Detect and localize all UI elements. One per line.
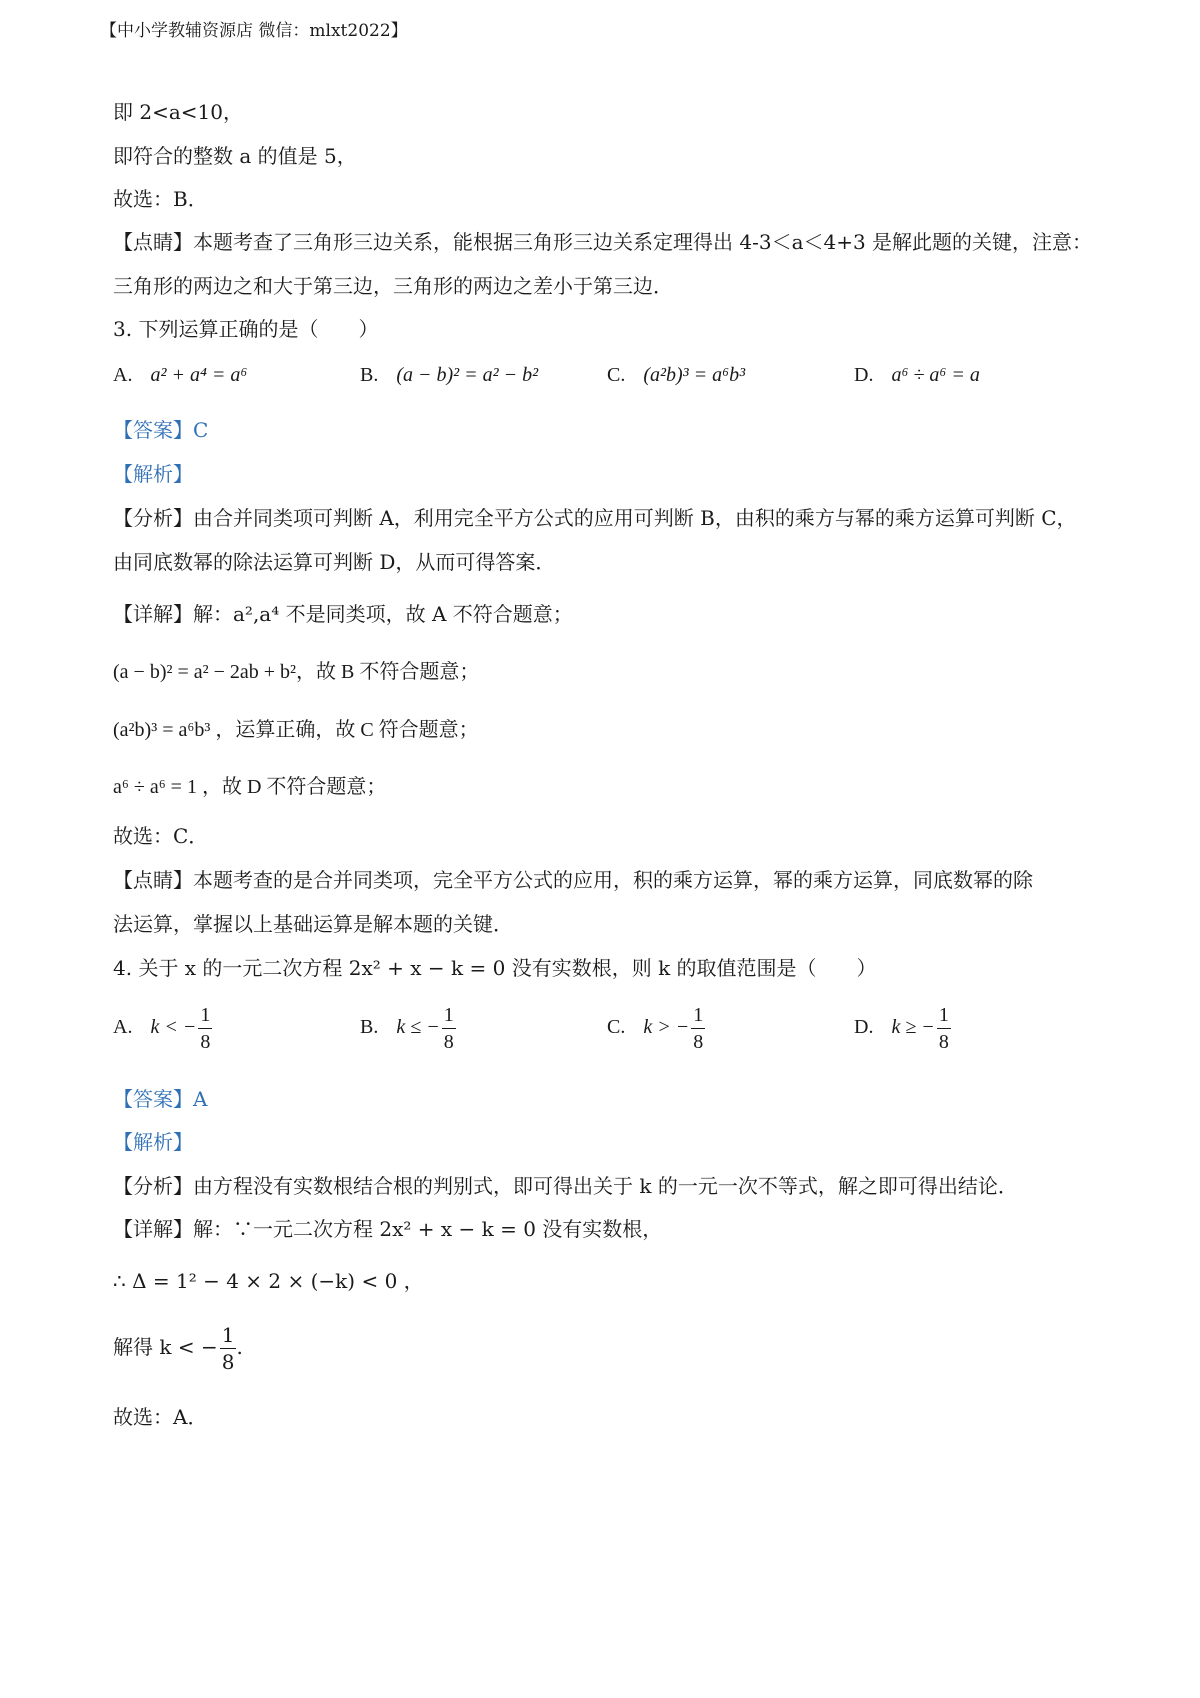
text-line: 即符合的整数 a 的值是 5， bbox=[113, 144, 357, 168]
fenxi-3-line: 由同底数幂的除法运算可判断 D，从而可得答案． bbox=[113, 550, 556, 574]
dianjing-3-line: 【点睛】本题考查的是合并同类项，完全平方公式的应用，积的乘方运算，幂的乘方运算，同底数幂的除 bbox=[113, 868, 1033, 892]
dianjing-line: 【点睛】本题考查了三角形三边关系，能根据三角形三边关系定理得出 4-3＜a＜4+3 是解此题的关键，注意： bbox=[113, 230, 1093, 254]
question-4-stem: 4. 关于 x 的一元二次方程 2x² + x − k = 0 没有实数根，则 k 的取值范围是（ ） bbox=[113, 956, 877, 980]
q4-option-d bbox=[854, 1002, 951, 1055]
q4-option-a bbox=[113, 1002, 212, 1055]
xiangjie-4-line bbox=[113, 1322, 243, 1375]
answer-4: 【答案】A bbox=[113, 1087, 208, 1111]
option-label: B. bbox=[360, 1016, 379, 1039]
text-line: 故选：B． bbox=[113, 187, 208, 211]
q3-option-a bbox=[113, 364, 247, 387]
fraction-numerator: 1 bbox=[937, 1002, 951, 1029]
q3-option-c bbox=[607, 364, 745, 387]
option-expr: a⁶ ÷ a⁶ = a bbox=[891, 364, 980, 386]
fraction bbox=[198, 1002, 212, 1055]
fraction-denominator: 8 bbox=[693, 1031, 704, 1053]
xiangjie-3-line: (a²b)³ = a⁶b³ ，运算正确，故 C 符合题意； bbox=[113, 719, 479, 741]
fraction-denominator: 8 bbox=[221, 1350, 235, 1374]
answer-3: 【答案】C bbox=[113, 418, 209, 442]
option-label: D. bbox=[854, 1016, 874, 1039]
q3-option-d bbox=[854, 364, 980, 387]
fenxi-3-line: 【分析】由合并同类项可判断 A，利用完全平方公式的应用可判断 B，由积的乘方与幂的乘方运算可判断 C， bbox=[113, 506, 1077, 530]
question-3-stem: 3. 下列运算正确的是（ ） bbox=[113, 317, 379, 341]
fenxi-4-line: 【分析】由方程没有实数根结合根的判别式，即可得出关于 k 的一元一次不等式，解之即可得出结论． bbox=[113, 1174, 1018, 1198]
fraction bbox=[220, 1322, 237, 1375]
text-line: 故选：C． bbox=[113, 824, 209, 848]
option-expr: a² + a⁴ = a⁶ bbox=[150, 364, 248, 386]
q3-option-b bbox=[360, 364, 538, 387]
xiangjie-3-line: a⁶ ÷ a⁶ = 1 ，故 D 不符合题意； bbox=[113, 776, 387, 798]
option-expr: k ≤ − bbox=[396, 1016, 440, 1039]
fraction-numerator: 1 bbox=[198, 1002, 212, 1029]
xiangjie-4-line: 【详解】解：∵一元二次方程 2x² + x − k = 0 没有实数根， bbox=[113, 1217, 663, 1241]
xiangjie-3-line: 【详解】解：a²,a⁴ 不是同类项，故 A 不符合题意； bbox=[113, 602, 573, 626]
q4-option-b bbox=[360, 1002, 456, 1055]
fraction-denominator: 8 bbox=[200, 1031, 211, 1053]
fraction-denominator: 8 bbox=[443, 1031, 454, 1053]
xiangjie-4-line: ∴ Δ = 1² − 4 × 2 × (−k) < 0 ， bbox=[113, 1269, 424, 1293]
option-expr: k > − bbox=[643, 1016, 690, 1039]
text-line: 三角形的两边之和大于第三边，三角形的两边之差小于第三边． bbox=[113, 274, 673, 298]
option-expr: (a − b)² = a² − b² bbox=[396, 364, 539, 386]
solution-text: 解得 k < − bbox=[113, 1335, 218, 1359]
fraction-numerator: 1 bbox=[691, 1002, 705, 1029]
page-header: 【中小学教辅资源店 微信：mlxt2022】 bbox=[100, 21, 408, 41]
option-label: C. bbox=[607, 364, 626, 386]
q4-option-c bbox=[607, 1002, 705, 1055]
text-line: 即 2<a<10， bbox=[113, 100, 243, 124]
option-label: C. bbox=[607, 1016, 626, 1039]
option-expr: k < − bbox=[150, 1016, 197, 1039]
analysis-3-heading: 【解析】 bbox=[113, 462, 193, 486]
fraction bbox=[937, 1002, 951, 1055]
fraction-numerator: 1 bbox=[442, 1002, 456, 1029]
option-label: D. bbox=[854, 364, 874, 386]
text-line: 故选：A． bbox=[113, 1405, 208, 1429]
period: . bbox=[236, 1335, 243, 1359]
dianjing-3-line: 法运算，掌握以上基础运算是解本题的关键． bbox=[113, 912, 513, 936]
option-label: A. bbox=[113, 364, 133, 386]
option-label: B. bbox=[360, 364, 379, 386]
xiangjie-3-line: (a − b)² = a² − 2ab + b²，故 B 不符合题意； bbox=[113, 661, 480, 683]
option-label: A. bbox=[113, 1016, 133, 1039]
fraction-denominator: 8 bbox=[938, 1031, 949, 1053]
fraction bbox=[442, 1002, 456, 1055]
option-expr: (a²b)³ = a⁶b³ bbox=[643, 364, 746, 386]
fraction bbox=[691, 1002, 705, 1055]
option-expr: k ≥ − bbox=[891, 1016, 935, 1039]
fraction-numerator: 1 bbox=[221, 1323, 235, 1347]
analysis-4-heading: 【解析】 bbox=[113, 1130, 193, 1154]
